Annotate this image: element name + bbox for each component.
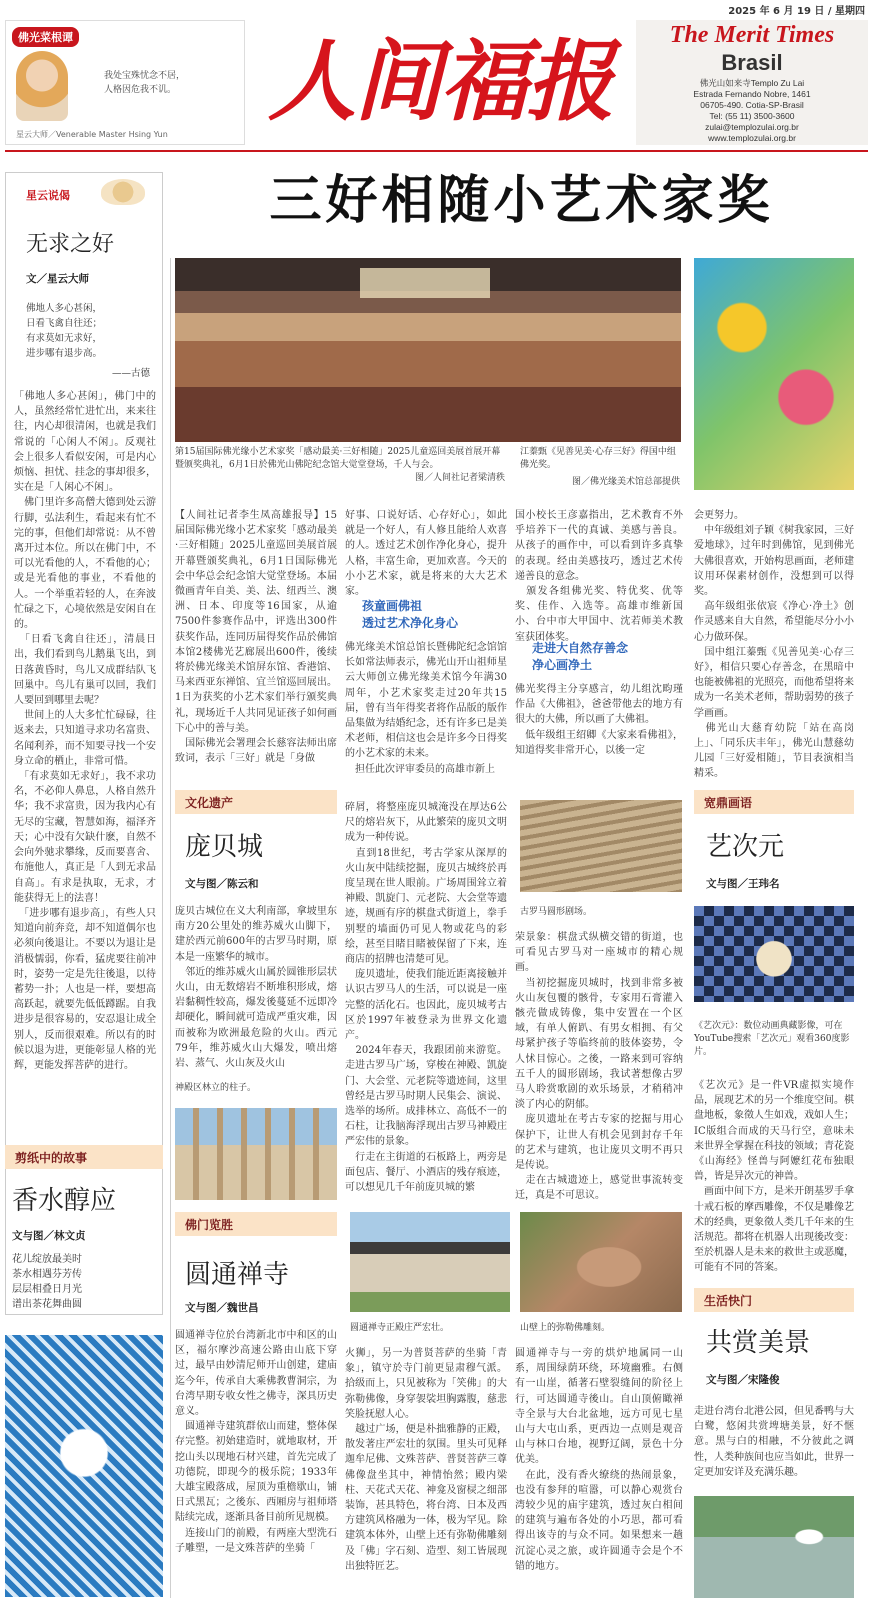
- temple-title: 圆通禅寺: [185, 1260, 290, 1290]
- culture-tag: 文化遗产: [175, 790, 337, 814]
- stage-banner: [360, 268, 490, 298]
- pompeii-columns-photo: [175, 1108, 337, 1200]
- sidebar-poem-source: ——古德: [111, 368, 150, 379]
- life-tag: 生活快门: [694, 1288, 854, 1312]
- photo2-caption: 江蓁甄《见善见美·心存三好》得国中组佛光奖。: [520, 447, 676, 470]
- art-tag: 宽鼎画语: [694, 790, 854, 814]
- sidebar-title: 无求之好: [26, 232, 115, 257]
- lotus-icon: [101, 179, 145, 205]
- brasil-label: Brasil: [721, 50, 783, 75]
- culture-colC: 荣景象：棋盘式纵横交错的街道，也可看见古罗马对一座城市的精心规画。 当初挖掘庞贝城时，找到非常多被火山灰包覆的骸骨，专家用石膏灌入骸壳做成铸像，集中安置在一个区域，有单人俯趴、有男女相拥、有父母紧护孩子等临终前的肢体姿势，令人怵目惊心。之後，一路来到可容纳五千人的圆形剧场，我试著想像古罗马人聆赏歌剧的欢乐场景，才稍稍冲淡了内心的阴郁。 庞贝遗址在考古专家的挖掘与用心保护下，让世人有机会见到封存千年的艺术与建筑，也让庞贝文明不再只是传说。 走在古城遗迹上，感觉世事流转变迁，真是不可思议。: [515, 932, 683, 1202]
- maitreya-carving-photo: [520, 1212, 682, 1312]
- art-body: 《艺次元》是一件VR虚拟实境作品，展现艺术的另一个维度空间。棋盘地板，象徵人生如戏，戏如人生；IC版组合而成的天马行空，意味未来世界全掌握在科技的领域；青花瓷《山海经》怪兽与阿嬷红花布独眼兽，皆是异次元的神兽。 画面中间下方，是米开朗基罗手拿十戒石板的摩西雕像，不仅是雕像艺术的经典，更象徵人类几千年来的生活规范。都将在机器人出现後改变：至於机器人是未来的救世主或恶魔，可能有不同的答案。: [694, 1080, 854, 1274]
- sidebar-poem: 佛地人多心甚闲， 日看飞禽自往还； 有求莫如无求好， 进步哪有退步高。: [26, 303, 103, 359]
- vr-artwork-photo: [694, 906, 854, 1002]
- pompeii-photo2-caption: 古罗马圆形剧场。: [520, 907, 593, 917]
- temple-colC: 圆通禅寺与一旁的烘炉地属同一山系，周围绿荫环绕，环境幽雅。右侧有一山崖，循著石壁裂缝间的阶径上行，可达圆通寺後山。自山顶俯瞰禅寺全景与大台北盆地，远方可见七星山与大屯山系，更西边一点则是观音山与林口台地，视野辽阔，景色十分优美。 在此，没有香火缭绕的热闹景象，也没有参拜的喧嚣，可以静心观赏台湾较少见的庙宇建筑，透过灰白相间的建筑与遍布各处的小巧思，都可看得出该寺的与众不同。如果想来一趟沉淀心灵之旅，或许圆通寺会是个不错的地方。: [515, 1348, 683, 1572]
- photo1-credit: 图／人间社记者梁清秩: [414, 473, 505, 483]
- culture-colB: 碎屑，将整座庞贝城淹没在厚达6公尺的熔岩灰下，从此繁荣的庞贝文明成为一种传说。 直到18世纪，考古学家从深厚的火山灰中陆续挖掘，庞贝古城终於再度呈现在世人眼前。广场周围耸立着神殿、凯旋门、元老院、大会堂等遗迹，规画有序的棋盘式街道上，拳手别墅的墙面仍可见人物或花鸟的彩绘，甚至目睹目睹被保留了下来，连商店的招牌也清楚可见。 庞贝遗址，使我们能近距离接触并认识古罗马人的生活，可以说是一座完整的活化石。也因此，庞贝城考古区於1997年被登录为世界文化遗产。 2024年春天，我跟团前来游览。走进古罗马广场，穿梭在神殿、凯旋门、大会堂、元老院等遗迹间，这里曾经是古罗马时期人民集会、演说、选举的场所。成排林立、高低不一的石柱，让我脑海浮现出古罗马神殿庄严宏伟的景象。 行走在主街道的石板路上，两旁是面包店、餐厅、小酒店的残存痕迹，可以想见几千年前庞贝城的繁: [345, 802, 507, 1194]
- main-col1: 【人间社记者李生凤高雄报导】15届国际佛光缘小艺术家奖「感动最美·三好相随」2025儿童巡回美展首展开幕暨颁奖典礼，6月1日国际佛光会中华总会纪念馆大觉堂登场。本届微画青年自美、美、法、纽西兰、澳洲、日本、印度等16国家，从逾7500件参赛作品中，评选出300件获奖作品，连同历届得奖作品於佛馆本馆2楼佛光艺廊展出600件，後续将於佛光缘美术馆屏东馆、香港馆、马来西亚东禅馆、宜兰馆巡回展出。1日为获奖的小艺术家们举行颁奖典礼，现场近千人共同见证孩子如何画下心中的善与美。 国际佛光会署理会长慈容法师出席致词，表示「三好」就是「身做: [175, 510, 337, 765]
- main-col3: 国小校长王彦嘉指出，艺术教育不外乎培养下一代的真诚、美感与善良。从孩子的画作中，可以看到许多真挚的表现。经由美感技巧，透过艺术传递善良的意念。 颁发各组佛光奖、特优奖、优等奖、佳作、入选等。高雄市维新国小、台中市大甲国中、沈若师美术教室获团体奖。: [515, 510, 683, 643]
- masthead-banner: [246, 20, 634, 145]
- divider: [170, 258, 171, 1598]
- sidebar-body: 「佛地人多心甚闲」，佛门中的人，虽然经常忙进忙出，来来往往，内心却很清闲，也就是我们常说的「心闲人不闲」。反观社会上很多人看似安闲，可是内心烦恼、担忧、挂念的事却很多，实在是「人闲心不闲」。 佛门里许多高僧大德到处云游行脚，弘法利生，看起来有忙不完的事，但他们却常说：从不曾离开过本位。所以在佛门中，不可以光看他的人，不看他的心；或是光看他的事业，不看他的人。一个举重若轻的人，在奔波忙碌之下，心境依然是安闲自在的。 「日看飞禽自往还」，清晨日出，我们看到鸟儿鹅巢飞出，到日落黄昏时，鸟儿又成群结队飞回巢中。鸟儿有巢可以回，我们人要回到哪里去呢？ 世间上的人大多忙忙碌碌，往返来去，只知道寻求功名富贵、名闻利养，而不知要寻找一个安身立命的栖止，非常可惜。 「有求莫如无求好」，我不求功名，不必仰人鼻息，人格自然升华；我不求富贵，因为我内心有无尽的宝藏，智慧如海，福泽齐天；心中没有欠缺什麽，自然不会向外驰求攀缘，反而要喜舍、布施他人，真正是「人到无求品自高」。有求是执取，无求，才能获得无上的法喜！ 「进步哪有退步高」，有些人只知道向前奔竞，却不知道偶尔也必须向後退让。不要以为退让是消极懦弱，你看，猛虎要往前冲时，姿势一定是先往後退，以待蓄势一扑；人也是一样，要想高高跃起，就要先低低蹲踞。自我进步是很容易的，安忍退让成全别人，反而很艰难。所以有的时候以退为进，更能彰显人格的光辉，更能发挥菩萨的进行。: [14, 391, 156, 1071]
- headline: 三好相随小艺术家奖: [269, 171, 774, 231]
- temple-colB: 火狮」，另一为普贤菩萨的坐骑「青象」，镇守於寺门前更显肃穆气派。拾级而上，只见被称为「笑佛」的大弥勒佛像，身穿袈裟坦胸露腹，慈悲笑脸抚慰人心。 越过广场，便是朴拙雅静的正殿，散发著庄严宏壮的氛围。里头可见释迦牟尼佛、文殊菩萨、普贤菩萨三尊佛像盘坐其中，神情怡然；殿内梁柱、天花式天花、神龛及窗棂之细部装饰，甚具特色，将台湾、日本及西方建筑风格融为一体，极为罕见。除建筑本体外，山壁上还有弥勒佛雕刻及「佛」字石刻、造型、刻工皆展现出独特匠艺。: [345, 1348, 507, 1572]
- column-tag: 佛光菜根谭: [12, 27, 79, 47]
- main-subhead2: 走进大自然存善念 净心画净土: [532, 641, 629, 672]
- life-body: 走进台湾台北港公园，但见番鸭与大白鹭，悠闲共赏埤塘美景，好不惬意。黑与白的相融，不分彼此之调性，人类种族间也应当如此，世界一定更加安详及充满乐趣。: [694, 1406, 854, 1478]
- header-rule: [5, 150, 868, 152]
- amphitheater-photo: [520, 800, 682, 892]
- main-col4: 会更努力。 中年级组刘子颖《树我家园，三好爱地球》，过年时到佛馆，见到佛光大佛很喜欢，开始构思画面，老师建议用环保素材创作，没想到可以得奖。 高年级组张依宸《净心·净土》创作灵感来自大自然，希望能尽分小小心力做环保。 国中组江蓁甄《见善见美·心存三好》，相信只要心存善念，在黑暗中也能被佛祖的光照亮，而他希望将来成为一名美术老师，帮助弱势的孩子学画画。 佛光山大慈育幼院「站在高岗上」、「同乐庆丰年」，佛光山慧慈幼儿园「三好爱相随」，节目表演相当精采。: [694, 510, 854, 780]
- date-line: 2025 年 6 月 19 日 / 星期四: [728, 6, 865, 17]
- temple-photo2-caption: 山壁上的弥勒佛雕刻。: [520, 1323, 611, 1333]
- sidebar-tag: 星云说偈: [26, 189, 70, 202]
- art-byline: 文与图／王玮名: [706, 878, 780, 890]
- culture-byline: 文与图／陈云和: [185, 878, 259, 890]
- main-col2: 好事、口说好话、心存好心」，如此就是一个好人，有人修且能给人欢喜的人。透过艺术创作净化身心，提升人格，丰富生命，更加欢喜。今天的小小艺术家，就是将来的大大艺术家。: [345, 510, 507, 598]
- art-title: 艺次元: [706, 832, 785, 862]
- merit-box: [636, 20, 868, 145]
- photo2-credit: 图／佛光缘美术馆总部提供: [571, 477, 680, 487]
- merit-title: The Merit Times: [669, 22, 835, 48]
- temple-colA: 圆通禅寺位於台湾新北市中和区的山区，福尔摩沙高速公路由山底下穿过，最早由妙清尼师开山创建，建庙迄今年，传承自大乘佛教曹洞宗，为台湾早期专收女性之佛寺，深具历史意义。 圆通禅寺建筑群依山而建，整体保存完整。初始建造时，就地取材，开挖山头以现地石材兴建，首先完成了功德院，即现今的极乐院；1933年大雄宝殿落成，屋顶为重檐歇山，铺日式黑瓦；之後东、西厢房与祖师塔陆续完成，逐渐具备目前所见规模。 连接山门的前殿，有两座大型洗石子雕塑，一是文殊菩萨的坐骑「: [175, 1330, 337, 1554]
- main-col3b: 佛光奖得主分享感言，幼儿组沈畇瑾作品《大佛祖》，爸爸带他去的地方有很大的大佛，所以画了大佛祖。 低年级组王绍卿《大家来看佛祖》，知道得奖非常开心，以後一定: [515, 684, 683, 756]
- quote: 我处宝殊忧念不居， 人格因危我不讥。: [104, 71, 186, 95]
- temple-hall-photo: [350, 1212, 510, 1312]
- child-artwork-photo: [694, 258, 854, 490]
- culture-colA: 庞贝古城位在义大利南部，拿坡里东南方20公里处的维苏威火山脚下，建於西元前600年的古罗马时期，原本是一座繁华的城市。 邻近的维苏威火山属於圆锥形层状火山，由无数熔岩不断堆积形成，熔岩黏稠性较高，爆发後蔓延不远即冷却硬化，瞬间就可造成严重灾难，因而被称为欧洲最危险的火山。西元79年，维苏威火山大爆发，喷出熔岩、蒸气、火山灰及火山: [175, 906, 337, 1070]
- culture-title: 庞贝城: [185, 832, 264, 862]
- temple-byline: 文与图／魏世昌: [185, 1302, 259, 1314]
- temple-tag: 佛门览胜: [175, 1212, 337, 1236]
- temple-photo1-caption: 圆通禅寺正殿庄严宏壮。: [350, 1323, 450, 1333]
- sidebar-byline: 文／星云大师: [26, 273, 89, 285]
- masthead-title: 人间福报: [267, 29, 612, 133]
- photo1-caption: 第15届国际佛光缘小艺术家奖「感动最美·三好相随」2025儿童巡回美展首展开幕暨颁奖典礼，6月1日於佛光山佛陀纪念馆大觉堂登场，千人与会。: [175, 447, 501, 470]
- main-subhead1: 孩童画佛祖 透过艺术净化身心: [362, 599, 459, 630]
- sidebar-box: [5, 172, 163, 1315]
- story-poem: 花儿绽放最美时 茶水相遇芬芳传 层层相叠日月光 谱出茶花舞曲圆: [12, 1254, 82, 1310]
- story-tag: 剪纸中的故事: [5, 1145, 163, 1169]
- egret-photo: [694, 1496, 854, 1598]
- master-box: [5, 20, 245, 145]
- story-byline: 文与图／林文贞: [12, 1230, 86, 1242]
- life-byline: 文与图／宋隆俊: [706, 1374, 780, 1386]
- art-caption: 《艺次元》：数位动画典藏影像，可在YouTube搜索「艺次元」观看360度影片。: [694, 1021, 850, 1057]
- main-col2b: 佛光缘美术馆总馆长暨佛陀纪念馆馆长如常法师表示，佛光山开山祖师星云大师创立佛光缘美术馆今年满30周年，小艺术家奖走过20年共15届，曾有当年得奖者将作品版的版作品集做为结婚纪念，还有许多已是美术老师，相信这也会是许多今日得奖的小艺术家的未来。 担任此次评审委员的高雄市新上: [345, 642, 507, 775]
- master-avatar: [16, 51, 68, 121]
- pompeii-photo1-caption: 神殿区林立的柱子。: [175, 1083, 257, 1093]
- address: 佛光山如来寺Templo Zu Lai Estrada Fernando Nobre, 1461 06705-490. Cotia-SP-Brasil Tel: (55 11) 3500-3600 zulai@templozulai.org.br www.templozulai.org.br: [693, 78, 811, 143]
- life-title: 共赏美景: [706, 1328, 811, 1358]
- papercut-image: [5, 1335, 163, 1597]
- story-title: 香水醇应: [12, 1186, 117, 1216]
- master-caption: 星云大师／Venerable Master Hsing Yun: [16, 130, 168, 139]
